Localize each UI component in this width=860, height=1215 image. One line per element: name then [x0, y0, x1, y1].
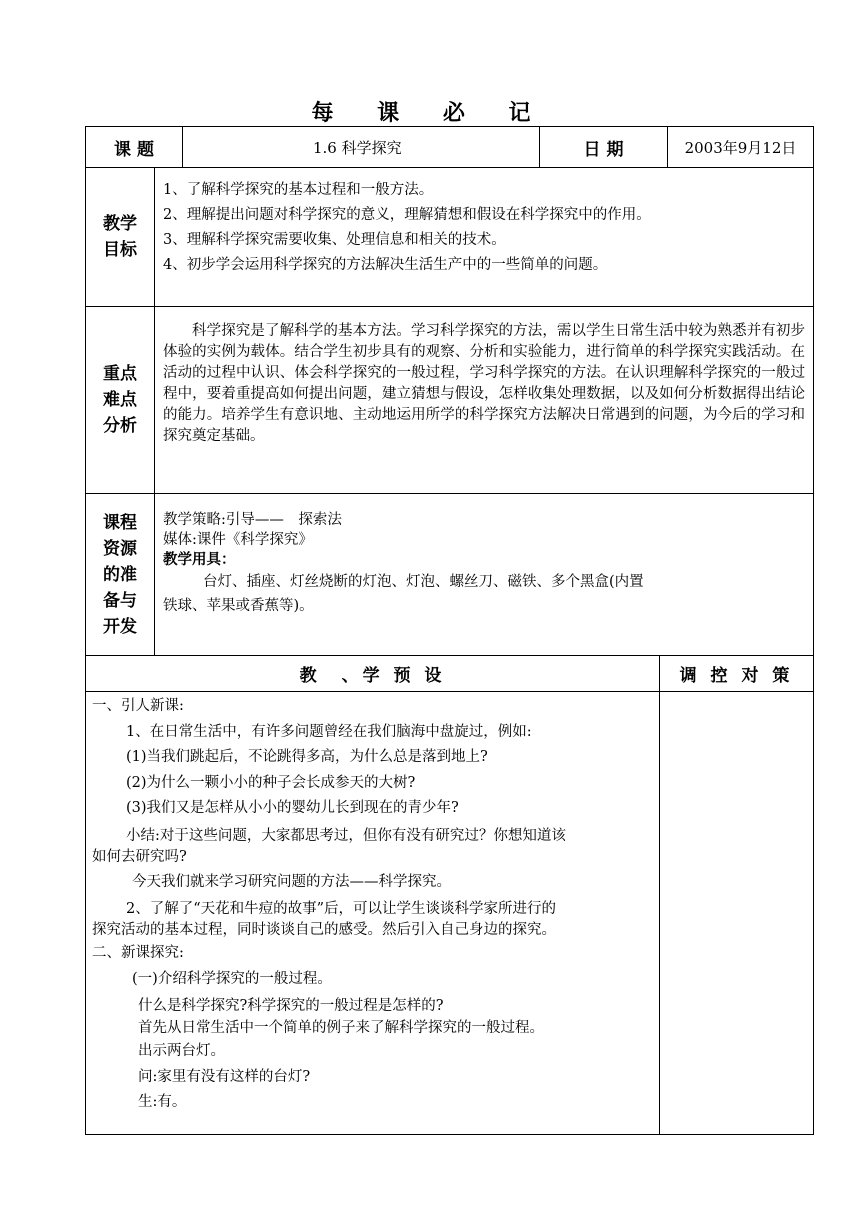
objective-item: 3、理解科学探究需要收集、处理信息和相关的技术。	[163, 232, 506, 248]
plan-line: (1)当我们跳起后，不论跳得多高，为什么总是落到地上?	[126, 749, 488, 765]
resources-label: 课程资源的准备与开发	[103, 512, 137, 637]
plan-line: 首先从日常生活中一个简单的例子来了解科学探究的一般过程。	[138, 1020, 544, 1036]
topic-value: 1.6 科学探究	[183, 127, 540, 167]
key-points-text: 科学探究是了解科学的基本方法。学习科学探究的方法，需以学生日常生活中较为熟悉并有初步体验的实例为载体。结合学生初步具有的观察、分析和实验能力，进行简单的科学探究实践活动。在活动的过程中认识、体会科学探究的一般过程，学习科学探究的方法。在认识理解科学探究的一般过程中，要着重提高如何提出问题，建立猜想与假设，怎样收集处理数据，以及如何分析数据得出结论的能力。培养学生有意识地、主动地运用所学的科学探究方法解决日常遇到的问题，为今后的学习和探究奠定基础。	[163, 323, 805, 444]
plan-line: (2)为什么一颗小小的种子会长成参天的大树?	[126, 774, 416, 791]
key-points-label: 重点难点分析	[103, 364, 137, 436]
plan-line: 如何去研究吗?	[92, 848, 187, 865]
objectives-row	[86, 168, 813, 307]
teaching-strategy: 教学策略:引导—— 探索法	[163, 512, 342, 528]
date-label: 日 期	[540, 127, 668, 167]
plan-line: 探究活动的基本过程，同时谈谈自己的感受。然后引入自己身边的探究。	[92, 922, 556, 938]
key-points-content	[155, 307, 813, 493]
objectives-content	[155, 168, 813, 306]
page-title: 每 课 必 记	[311, 100, 549, 126]
key-points-row	[86, 307, 813, 494]
plan-line: 出示两台灯。	[138, 1043, 225, 1059]
plan-line: 今天我们就来学习研究问题的方法——科学探究。	[132, 873, 451, 890]
date-value: 2003年9月12日	[684, 138, 797, 157]
topic-label: 课 题	[86, 127, 183, 167]
plan-line: 2、了解了“天花和牛痘的故事”后，可以让学生谈谈科学家所进行的	[126, 901, 557, 917]
plan-line: 问:家里有没有这样的台灯?	[138, 1068, 311, 1085]
plan-line: 一、引人新课:	[92, 698, 184, 714]
plan-line: 什么是科学探究?科学探究的一般过程是怎样的?	[138, 998, 444, 1014]
plan-right-header: 调 控 对 策	[679, 666, 794, 686]
plan-header-row	[86, 656, 813, 692]
objectives-label: 教学目标	[103, 214, 137, 260]
plan-line: 1、在日常生活中，有许多问题曾经在我们脑海中盘旋过，例如:	[126, 723, 532, 740]
teaching-tools-label: 教学用具：	[163, 551, 236, 568]
plan-line: (3)我们又是怎样从小小的婴幼儿长到现在的青少年?	[126, 800, 459, 816]
objective-item: 4、初步学会运用科学探究的方法解决生活生产中的一些简单的问题。	[163, 257, 608, 273]
lesson-record-table	[85, 126, 814, 1135]
objective-item: 2、理解提出问题对科学探究的意义，理解猜想和假设在科学探究中的作用。	[163, 207, 651, 223]
plan-line: 生:有。	[138, 1094, 187, 1110]
plan-content	[86, 692, 660, 1134]
plan-line: 二、新课探究:	[92, 945, 184, 961]
plan-line: (一)介绍科学探究的一般过程。	[132, 970, 332, 987]
key-points-label-cell	[86, 307, 155, 493]
header-row	[86, 127, 813, 168]
objectives-label-cell	[86, 168, 155, 306]
teaching-media: 媒体:课件《科学探究》	[163, 532, 313, 548]
plan-body-row	[86, 692, 813, 1134]
plan-strategy-column	[660, 692, 813, 1134]
plan-line: 小结:对于这些问题，大家都思考过，但你有没有研究过？你想知道该	[126, 827, 566, 844]
teaching-tools-line: 台灯、插座、灯丝烧断的灯泡、灯泡、螺丝刀、磁铁、多个黑盒(内置	[203, 574, 644, 590]
resources-label-cell	[86, 494, 155, 655]
plan-left-header: 教 、学 预 设	[86, 656, 660, 691]
teaching-tools-line: 铁球、苹果或香蕉等)。	[163, 598, 314, 614]
objective-item: 1、了解科学探究的基本过程和一般方法。	[163, 182, 434, 198]
resources-content	[155, 494, 813, 655]
resources-row	[86, 494, 813, 656]
